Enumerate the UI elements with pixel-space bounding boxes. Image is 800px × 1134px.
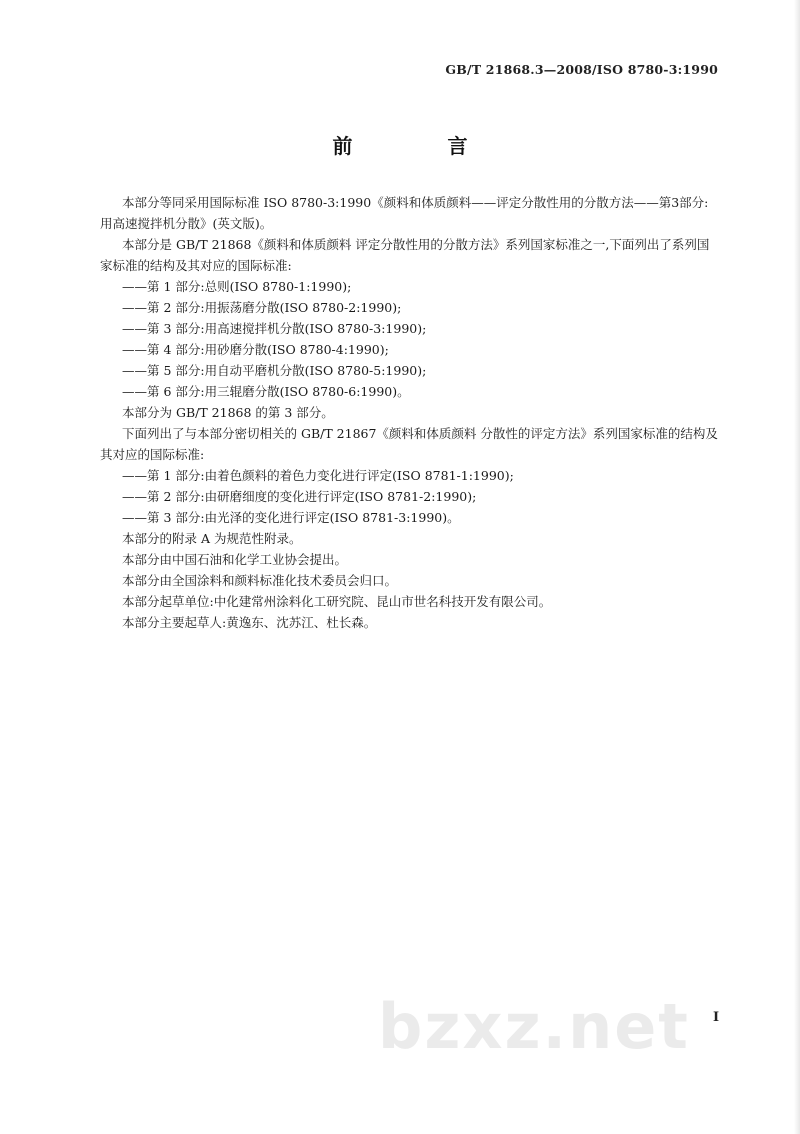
paragraph-related-series: 下面列出了与本部分密切相关的 GB/T 21867《颜料和体质颜料 分散性的评定方法》系列国家标准的结构及其对应的国际标准: xyxy=(100,426,718,462)
list-item: ——第 1 部分:由着色颜料的着色力变化进行评定(ISO 8781-1:1990); xyxy=(122,468,514,483)
list-item: ——第 2 部分:用振荡磨分散(ISO 8780-2:1990); xyxy=(122,300,402,315)
related-parts-list xyxy=(100,465,720,528)
page-title: 前 言 xyxy=(332,134,512,158)
paragraph-part-number: 本部分为 GB/T 21868 的第 3 部分。 xyxy=(122,405,334,420)
list-item: ——第 2 部分:由研磨细度的变化进行评定(ISO 8781-2:1990); xyxy=(122,489,477,504)
list-item: ——第 4 部分:用砂磨分散(ISO 8780-4:1990); xyxy=(122,342,389,357)
list-item: ——第 3 部分:由光泽的变化进行评定(ISO 8781-3:1990)。 xyxy=(122,510,460,525)
paragraph-adoption: 本部分等同采用国际标准 ISO 8780-3:1990《颜料和体质颜料——评定分散性用的分散方法——第3部分:用高速搅拌机分散》(英文版)。 xyxy=(100,195,709,231)
paragraph-annex: 本部分的附录 A 为规范性附录。 xyxy=(122,531,302,546)
page-number: I xyxy=(713,1010,720,1025)
list-item: ——第 1 部分:总则(ISO 8780-1:1990); xyxy=(122,279,352,294)
paragraph-drafters: 本部分主要起草人:黄逸东、沈苏江、杜长森。 xyxy=(122,615,377,630)
standard-code-header: GB/T 21868.3—2008/ISO 8780-3:1990 xyxy=(445,62,718,77)
list-item: ——第 5 部分:用自动平磨机分散(ISO 8780-5:1990); xyxy=(122,363,427,378)
list-item: ——第 3 部分:用高速搅拌机分散(ISO 8780-3:1990); xyxy=(122,321,427,336)
paragraph-proposer: 本部分由中国石油和化学工业协会提出。 xyxy=(122,552,348,567)
list-item: ——第 6 部分:用三辊磨分散(ISO 8780-6:1990)。 xyxy=(122,384,410,399)
page-edge-shadow xyxy=(794,0,800,1134)
paragraph-series-intro: 本部分是 GB/T 21868《颜料和体质颜料 评定分散性用的分散方法》系列国家标准之一,下面列出了系列国家标准的结构及其对应的国际标准: xyxy=(100,237,710,273)
paragraph-drafting-units: 本部分起草单位:中化建常州涂料化工研究院、昆山市世名科技开发有限公司。 xyxy=(122,594,552,609)
foreword-body xyxy=(100,192,720,633)
series-parts-list xyxy=(100,276,720,402)
paragraph-committee: 本部分由全国涂料和颜料标准化技术委员会归口。 xyxy=(122,573,398,588)
watermark: bzxz.net xyxy=(378,990,690,1063)
